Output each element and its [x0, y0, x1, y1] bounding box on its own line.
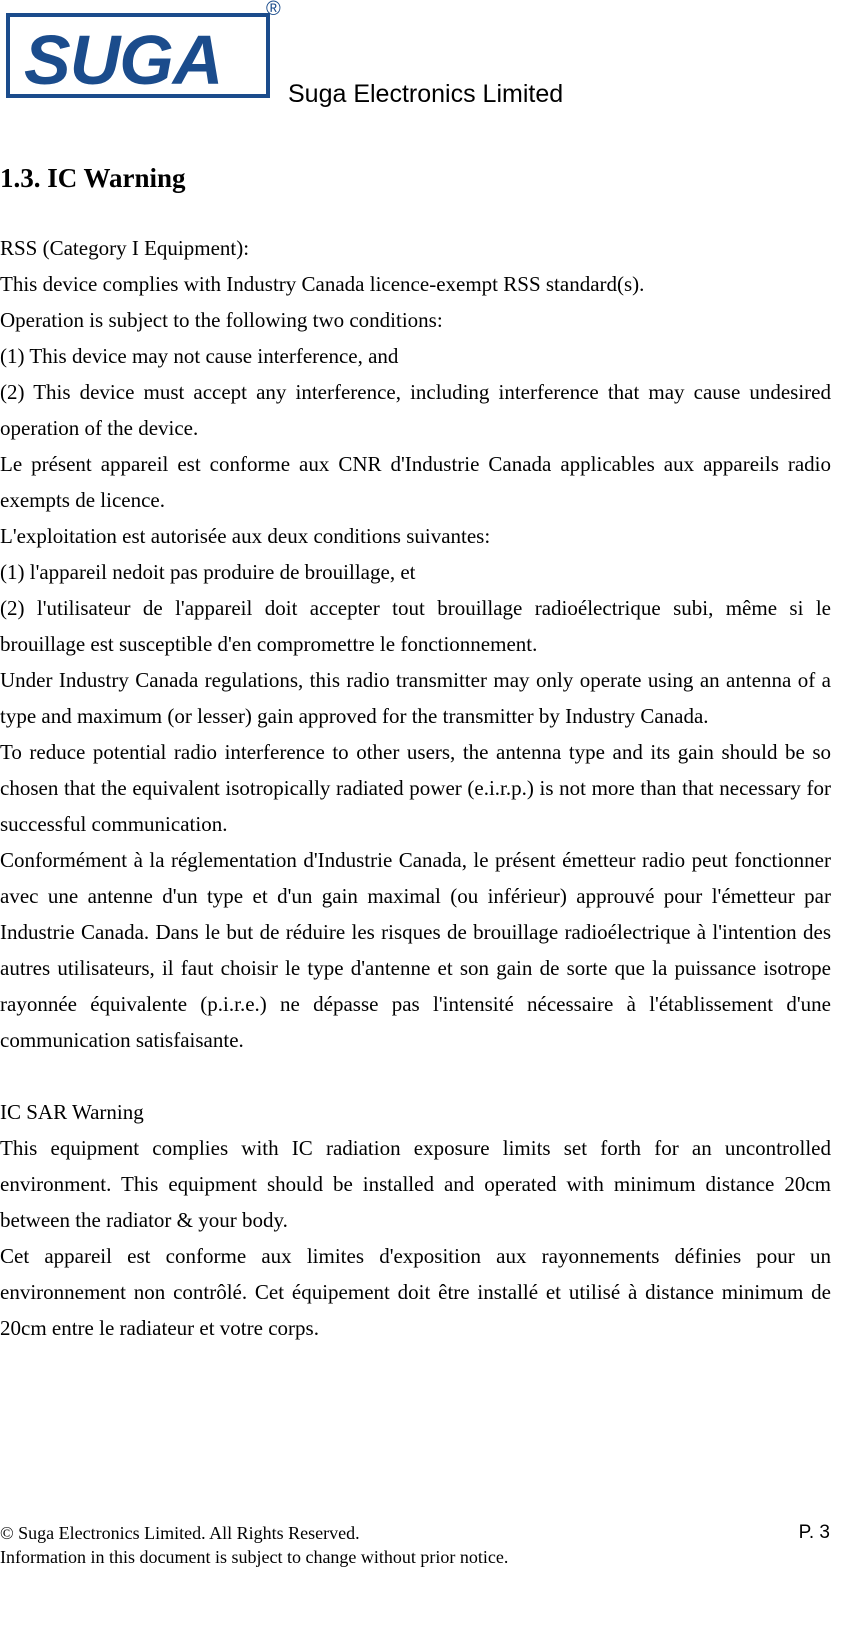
logo-text: SUGA — [24, 21, 223, 99]
paragraph: (1) This device may not cause interference, and — [0, 344, 399, 368]
paragraph: (1) l'appareil nedoit pas produire de brouillage, et — [0, 560, 416, 584]
paragraph: Under Industry Canada regulations, this radio transmitter may only operate using an antenna of a type and maximum (or lesser) gain approved for the transmitter by Industry Canada. — [0, 668, 831, 728]
company-name: Suga Electronics Limited — [288, 80, 564, 108]
suga-logo — [6, 13, 270, 98]
copyright-text: © Suga Electronics Limited. All Rights Reserved. — [0, 1523, 360, 1543]
paragraph: Conformément à la réglementation d'Industrie Canada, le présent émetteur radio peut fonctionner avec une antenne d'un type et d'un gain maximal (ou inférieur) approuvé pour l'émetteur par Industrie Canada. Dans le but de réduire les risques de brouillage radioélectrique à l'intention des autres utilisateurs, il faut choisir le type d'antenne et son gain de sorte que la puissance isotrope rayonnée équivalente (p.i.r.e.) ne dépasse pas l'intensité nécessaire à l'établissement d'une communication satisfaisante. — [0, 848, 831, 1052]
paragraph: Cet appareil est conforme aux limites d'exposition aux rayonnements définies pour un environnement non contrôlé. Cet équipement doit être installé et utilisé à distance minimum de 20cm entre le radiateur et votre corps. — [0, 1244, 831, 1340]
page-header — [0, 0, 866, 115]
paragraph: L'exploitation est autorisée aux deux conditions suivantes: — [0, 524, 491, 548]
paragraph: (2) This device must accept any interference, including interference that may cause undesired operation of the device. — [0, 380, 831, 440]
paragraph: To reduce potential radio interference to other users, the antenna type and its gain should be so chosen that the equivalent isotropically radiated power (e.i.r.p.) is not more than that necessary for successful communication. — [0, 740, 831, 836]
registered-mark: ® — [266, 0, 281, 20]
notice-text: Information in this document is subject to change without prior notice. — [0, 1547, 509, 1567]
rss-heading: RSS (Category I Equipment): — [0, 236, 250, 260]
page-number: P. 3 — [798, 1522, 830, 1543]
paragraph: Operation is subject to the following two conditions: — [0, 308, 443, 332]
page-footer — [0, 1521, 508, 1569]
document-body — [0, 230, 831, 1346]
section-title: 1.3. IC Warning — [0, 163, 186, 193]
paragraph: (2) l'utilisateur de l'appareil doit accepter tout brouillage radioélectrique subi, même si le brouillage est susceptible d'en compromettre le fonctionnement. — [0, 596, 831, 656]
sar-heading: IC SAR Warning — [0, 1100, 144, 1124]
paragraph: Le présent appareil est conforme aux CNR d'Industrie Canada applicables aux appareils radio exempts de licence. — [0, 452, 831, 512]
paragraph: This equipment complies with IC radiation exposure limits set forth for an uncontrolled environment. This equipment should be installed and operated with minimum distance 20cm between the radiator & your body. — [0, 1136, 831, 1232]
paragraph: This device complies with Industry Canada licence-exempt RSS standard(s). — [0, 272, 645, 296]
